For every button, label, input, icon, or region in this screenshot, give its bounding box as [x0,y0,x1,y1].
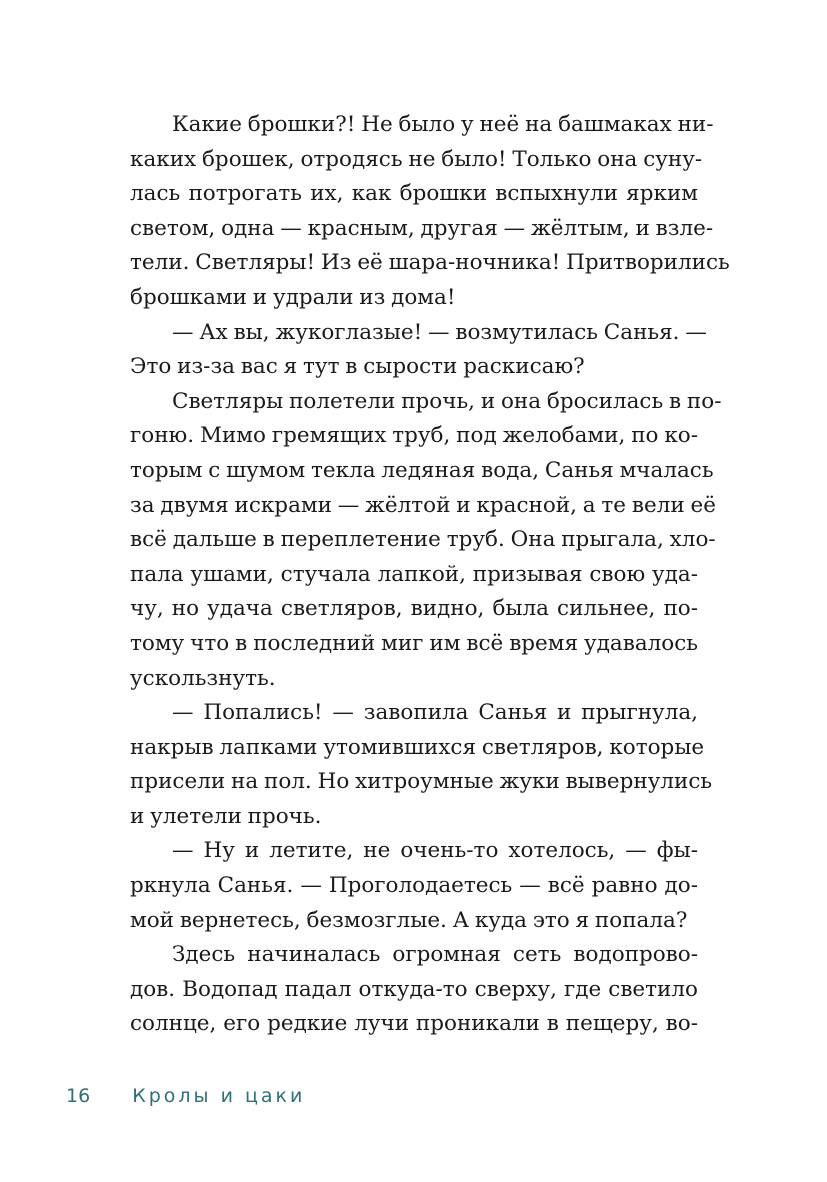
text-line: Здесь начиналась огромная сеть водопрово- [172,942,698,968]
text-line: всё дальше в переплетение труб. Она прыгала, хло- [130,527,716,553]
text-line: тому что в последний миг им всё время удавалось [130,630,698,656]
text-line: ркнула Санья. — Проголодаетесь — всё равно до- [130,873,698,899]
running-title: Кролы и цаки [132,1085,306,1107]
text-line: — Попались! — завопила Санья и прыгнула, [172,700,698,726]
text-line: дов. Водопад падал откуда-то сверху, где светило [130,976,698,1002]
text-line: и улетели прочь. [130,803,322,829]
text-line: торым с шумом текла ледяная вода, Санья мчалась [130,457,714,483]
body-text [130,108,730,1042]
text-line: гоню. Мимо гремящих труб, под желобами, по ко- [130,423,698,449]
text-line: присели на пол. Но хитроумные жуки вывернулись [130,769,713,795]
text-line: ускользнуть. [130,665,276,691]
page-footer [66,1085,305,1107]
text-line: Светляры полетели прочь, и она бросилась в по- [172,388,722,414]
text-line: Это из-за вас я тут в сырости раскисаю? [130,354,585,380]
text-line: лась потрогать их, как брошки вспыхнули ярким [130,181,698,207]
text-line: брошками и удрали из дома! [130,284,456,310]
text-line: за двумя искрами — жёлтой и красной, а те вели её [130,492,716,518]
page-number: 16 [66,1085,91,1107]
text-line: солнце, его редкие лучи проникали в пещеру, во- [130,1011,698,1037]
text-line: каких брошек, отродясь не было! Только она суну- [130,146,703,172]
text-line: чу, но удача светляров, видно, была сильнее, по- [130,596,698,622]
text-line: мой вернетесь, безмозглые. А куда это я попала? [130,907,688,933]
text-line: тели. Светляры! Из её шара-ночника! Притворились [130,250,730,276]
text-line: — Ах вы, жукоглазые! — возмутилась Санья. — [172,319,707,345]
text-line: светом, одна — красным, другая — жёлтым, и взле- [130,215,714,241]
text-line: пала ушами, стучала лапкой, призывая свою уда- [130,561,698,587]
text-line: — Ну и летите, не очень-то хотелось, — фы- [172,838,698,864]
text-line: накрыв лапками утомившихся светляров, которые [130,734,705,760]
text-line: Какие брошки?! Не было у неё на башмаках ни- [172,112,714,137]
